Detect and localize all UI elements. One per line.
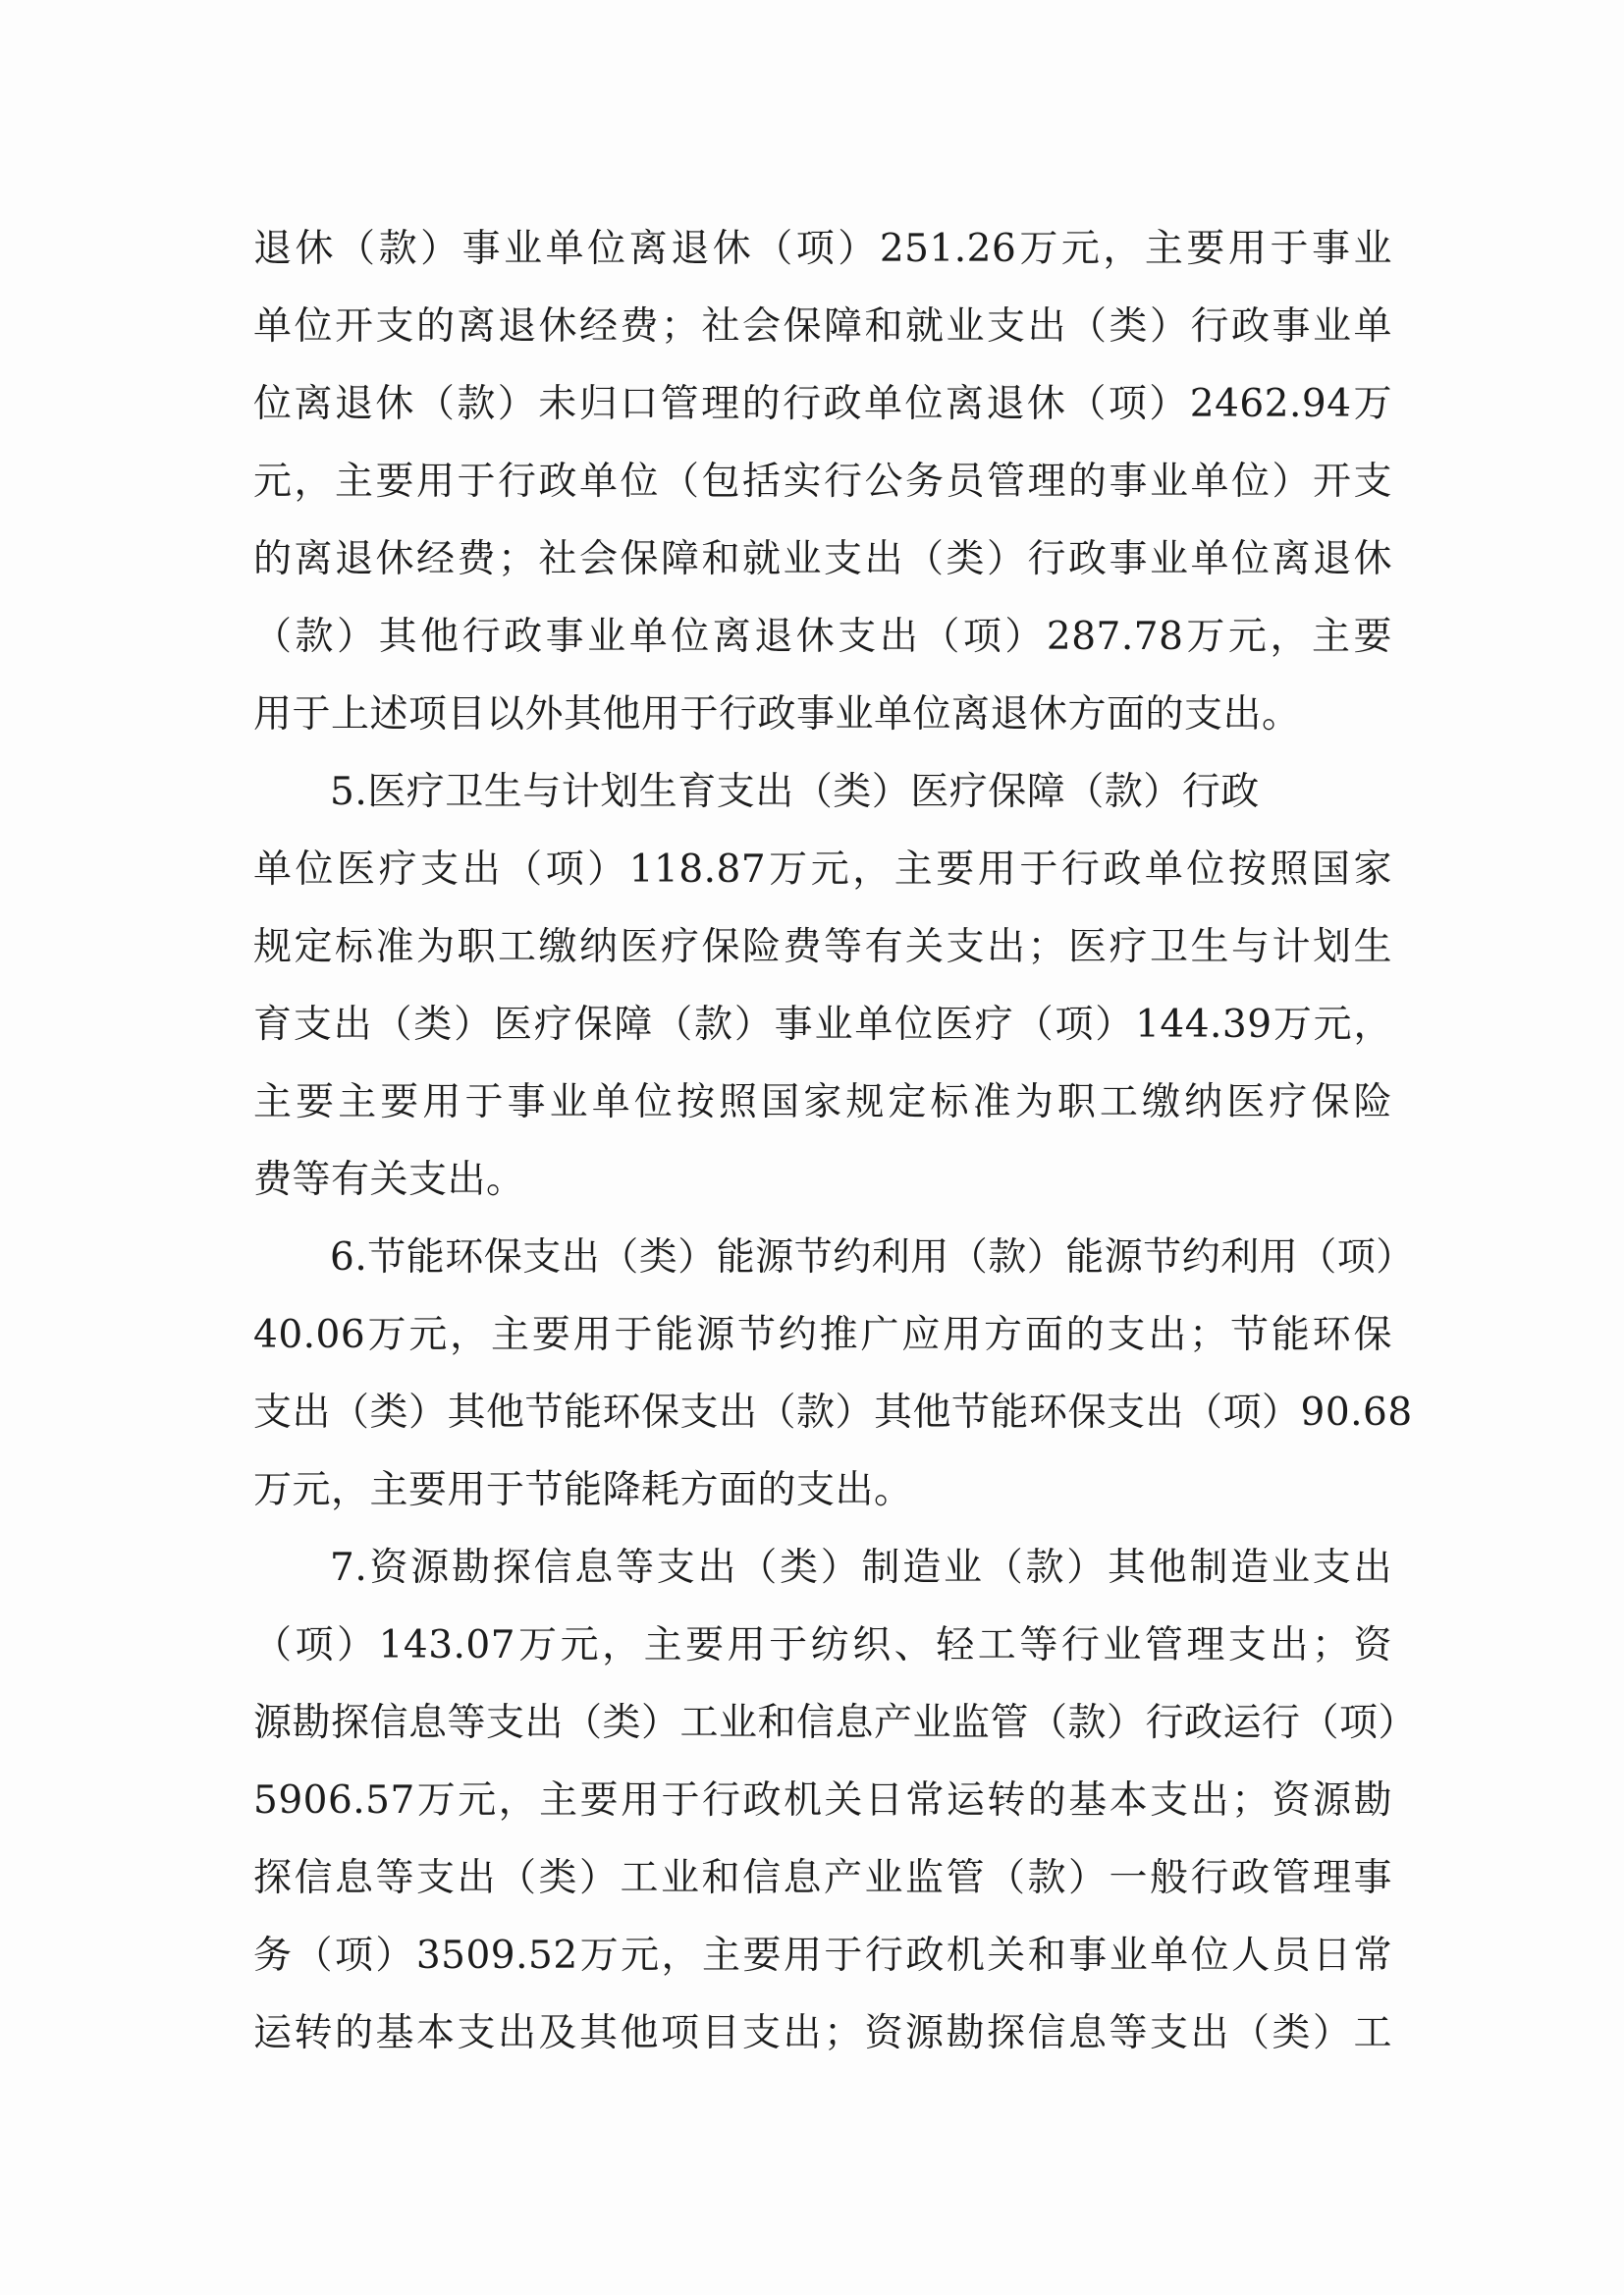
text-line: 主要主要用于事业单位按照国家规定标准为职工缴纳医疗保险 (253, 1080, 1392, 1124)
text-line: 5906.57万元，主要用于行政机关日常运转的基本支出；资源勘 (253, 1778, 1392, 1823)
text-line: 探信息等支出（类）工业和信息产业监管（款）一般行政管理事 (253, 1856, 1392, 1900)
text-line: 务（项）3509.52万元，主要用于行政机关和事业单位人员日常 (253, 1934, 1392, 1978)
text-line: 万元，主要用于节能降耗方面的支出。 (253, 1468, 913, 1512)
text-line: （款）其他行政事业单位离退休支出（项）287.78万元，主要 (253, 615, 1392, 659)
text-line: 育支出（类）医疗保障（款）事业单位医疗（项）144.39万元， (253, 1003, 1392, 1047)
text-line: 单位开支的离退休经费；社会保障和就业支出（类）行政事业单 (253, 304, 1392, 349)
section-5-heading-line: 5.医疗卫生与计划生育支出（类）医疗保障（款）行政 (330, 770, 1260, 814)
text-line: 费等有关支出。 (253, 1158, 525, 1202)
body-text (253, 210, 1418, 2072)
text-line: 运转的基本支出及其他项目支出；资源勘探信息等支出（类）工 (253, 2011, 1392, 2055)
text-line: 用于上述项目以外其他用于行政事业单位离退休方面的支出。 (253, 692, 1301, 737)
text-line: 规定标准为职工缴纳医疗保险费等有关支出；医疗卫生与计划生 (253, 925, 1392, 969)
text-line: （项）143.07万元，主要用于纺织、轻工等行业管理支出；资 (253, 1623, 1392, 1667)
section-6-heading-line: 6.节能环保支出（类）能源节约利用（款）能源节约利用（项） (330, 1235, 1415, 1280)
text-line: 单位医疗支出（项）118.87万元，主要用于行政单位按照国家 (253, 847, 1392, 892)
text-line: 源勘探信息等支出（类）工业和信息产业监管（款）行政运行（项） (253, 1701, 1418, 1745)
text-line: 40.06万元，主要用于能源节约推广应用方面的支出；节能环保 (253, 1313, 1392, 1357)
text-line: 的离退休经费；社会保障和就业支出（类）行政事业单位离退休 (253, 537, 1392, 581)
text-line: 元，主要用于行政单位（包括实行公务员管理的事业单位）开支 (253, 460, 1392, 504)
text-line: 退休（款）事业单位离退休（项）251.26万元，主要用于事业 (253, 227, 1392, 271)
text-line: 支出（类）其他节能环保支出（款）其他节能环保支出（项）90.68 (253, 1391, 1413, 1435)
section-7-heading-line: 7.资源勘探信息等支出（类）制造业（款）其他制造业支出 (330, 1546, 1392, 1590)
text-line: 位离退休（款）未归口管理的行政单位离退休（项）2462.94万 (253, 382, 1392, 426)
